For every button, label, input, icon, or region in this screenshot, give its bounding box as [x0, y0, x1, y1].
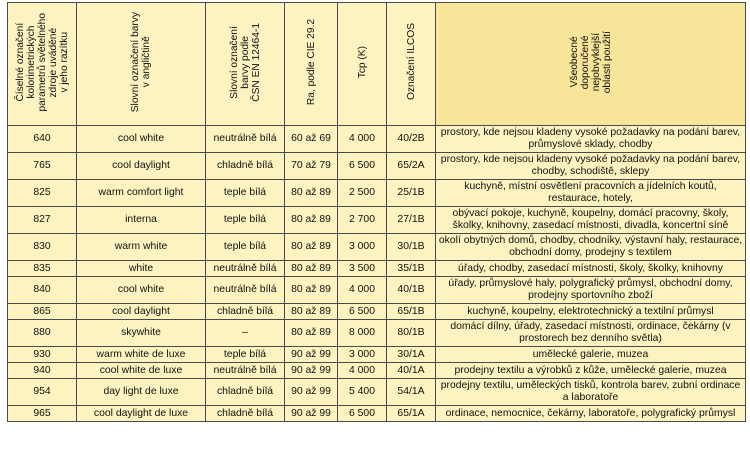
- cell-csn-name: teple bílá: [206, 234, 285, 261]
- table-row: [8, 347, 746, 363]
- table-row: [8, 207, 746, 234]
- cell-csn-name: chladně bílá: [206, 406, 285, 422]
- cell-csn-name: teple bílá: [206, 207, 285, 234]
- cell-usage: kuchyně, koupelny, elektrotechnický a textilní průmysl: [436, 304, 746, 320]
- cell-english-name: cool daylight: [77, 153, 206, 180]
- cell-ilcos: 27/1B: [387, 207, 436, 234]
- cell-ra: 80 až 89: [285, 180, 338, 207]
- cell-ilcos: 30/1B: [387, 234, 436, 261]
- header-english-name: Slovní označení barvy v angličtině: [77, 3, 206, 126]
- cell-ra: 80 až 89: [285, 320, 338, 347]
- cell-csn-name: –: [206, 320, 285, 347]
- cell-ilcos: 35/1B: [387, 261, 436, 277]
- cell-code: 840: [8, 277, 77, 304]
- header-usage: Všeobecné doporučené nejobvyklejší oblasti použití: [436, 3, 746, 126]
- cell-code: 640: [8, 126, 77, 153]
- cell-ilcos: 54/1A: [387, 379, 436, 406]
- table-row: [8, 406, 746, 422]
- cell-tcp: 3 000: [338, 347, 387, 363]
- cell-ra: 90 až 99: [285, 379, 338, 406]
- cell-code: 835: [8, 261, 77, 277]
- cell-english-name: warm white de luxe: [77, 347, 206, 363]
- cell-usage: okolí obytných domů, chodby, chodníky, výstavní haly, restaurace, obchodní domy, prodejny s textilem: [436, 234, 746, 261]
- cell-code: 940: [8, 363, 77, 379]
- table-row: [8, 234, 746, 261]
- table-row: [8, 126, 746, 153]
- cell-csn-name: chladně bílá: [206, 153, 285, 180]
- cell-ilcos: 40/1B: [387, 277, 436, 304]
- table-body: [8, 126, 746, 422]
- cell-ra: 60 až 69: [285, 126, 338, 153]
- cell-english-name: day light de luxe: [77, 379, 206, 406]
- cell-ra: 80 až 89: [285, 304, 338, 320]
- cell-csn-name: teple bílá: [206, 180, 285, 207]
- cell-ilcos: 65/1A: [387, 406, 436, 422]
- cell-ilcos: 30/1A: [387, 347, 436, 363]
- cell-code: 827: [8, 207, 77, 234]
- cell-ra: 80 až 89: [285, 234, 338, 261]
- header-row: [8, 3, 746, 126]
- cell-english-name: warm comfort light: [77, 180, 206, 207]
- cell-ra: 90 až 99: [285, 347, 338, 363]
- cell-usage: domácí dílny, úřady, zasedací místnosti, ordinace, čekárny (v prostorech bez denního světla): [436, 320, 746, 347]
- cell-code: 965: [8, 406, 77, 422]
- cell-tcp: 5 400: [338, 379, 387, 406]
- cell-english-name: warm white: [77, 234, 206, 261]
- cell-usage: prostory, kde nejsou kladeny vysoké požadavky na podání barev, chodby, schodiště, sklepy: [436, 153, 746, 180]
- cell-tcp: 4 000: [338, 363, 387, 379]
- cell-english-name: cool daylight: [77, 304, 206, 320]
- cell-usage: obývací pokoje, kuchyně, koupelny, domácí pracovny, školy, školky, knihovny, zasedací místnosti, divadla, koncertní síně: [436, 207, 746, 234]
- header-code: Číselné označení kolorimetrických parametrů světelného zdroje uváděné v jeho razítku: [8, 3, 77, 126]
- cell-english-name: cool white de luxe: [77, 363, 206, 379]
- table-row: [8, 277, 746, 304]
- table-row: [8, 320, 746, 347]
- cell-code: 865: [8, 304, 77, 320]
- cell-csn-name: neutrálně bílá: [206, 277, 285, 304]
- cell-tcp: 6 500: [338, 406, 387, 422]
- cell-usage: prodejny textilu a výrobků z kůže, umělecké galerie, muzea: [436, 363, 746, 379]
- cell-ra: 80 až 89: [285, 207, 338, 234]
- cell-code: 830: [8, 234, 77, 261]
- table-row: [8, 304, 746, 320]
- cell-tcp: 6 500: [338, 304, 387, 320]
- cell-tcp: 4 000: [338, 277, 387, 304]
- cell-csn-name: neutrálně bílá: [206, 363, 285, 379]
- cell-tcp: 3 000: [338, 234, 387, 261]
- cell-ilcos: 40/1A: [387, 363, 436, 379]
- cell-csn-name: neutrálně bílá: [206, 261, 285, 277]
- cell-tcp: 4 000: [338, 126, 387, 153]
- cell-code: 954: [8, 379, 77, 406]
- table-row: [8, 379, 746, 406]
- cell-tcp: 6 500: [338, 153, 387, 180]
- table-row: [8, 363, 746, 379]
- cell-tcp: 3 500: [338, 261, 387, 277]
- cell-english-name: cool daylight de luxe: [77, 406, 206, 422]
- cell-ra: 80 až 89: [285, 261, 338, 277]
- cell-tcp: 8 000: [338, 320, 387, 347]
- cell-usage: prostory, kde nejsou kladeny vysoké požadavky na podání barev, průmyslové sklady, chodby: [436, 126, 746, 153]
- cell-usage: ordinace, nemocnice, čekárny, laboratoře, polygrafický průmysl: [436, 406, 746, 422]
- cell-english-name: skywhite: [77, 320, 206, 347]
- cell-ilcos: 80/1B: [387, 320, 436, 347]
- cell-usage: úřady, průmyslové haly, polygrafický průmysl, obchodní domy, prodejny sportovního zboží: [436, 277, 746, 304]
- cell-csn-name: neutrálně bílá: [206, 126, 285, 153]
- header-ilcos: Označení ILCOS: [387, 3, 436, 126]
- cell-ra: 70 až 79: [285, 153, 338, 180]
- cell-ra: 90 až 99: [285, 363, 338, 379]
- table-row: [8, 153, 746, 180]
- cell-csn-name: chladně bílá: [206, 304, 285, 320]
- header-csn-name: Slovní označení barvy podle ČSN EN 12464-1: [206, 3, 285, 126]
- header-ra: Ra, podle CIE 29.2: [285, 3, 338, 126]
- cell-usage: prodejny textilu, uměleckých tisků, kontrola barev, zubní ordinace a laboratoře: [436, 379, 746, 406]
- cell-tcp: 2 500: [338, 180, 387, 207]
- cell-usage: kuchyně, místní osvětlení pracovních a jídelních koutů, restaurace, hotely,: [436, 180, 746, 207]
- light-source-table: [7, 2, 746, 422]
- cell-english-name: interna: [77, 207, 206, 234]
- cell-code: 880: [8, 320, 77, 347]
- cell-tcp: 2 700: [338, 207, 387, 234]
- cell-english-name: cool white: [77, 126, 206, 153]
- cell-csn-name: teple bílá: [206, 347, 285, 363]
- cell-ilcos: 40/2B: [387, 126, 436, 153]
- cell-ilcos: 65/2A: [387, 153, 436, 180]
- cell-ra: 80 až 89: [285, 277, 338, 304]
- cell-code: 765: [8, 153, 77, 180]
- cell-usage: úřady, chodby, zasedací místnosti, školy, školky, knihovny: [436, 261, 746, 277]
- cell-code: 930: [8, 347, 77, 363]
- cell-csn-name: chladně bílá: [206, 379, 285, 406]
- cell-ra: 90 až 99: [285, 406, 338, 422]
- cell-english-name: cool white: [77, 277, 206, 304]
- cell-english-name: white: [77, 261, 206, 277]
- cell-ilcos: 25/1B: [387, 180, 436, 207]
- header-tcp: Tcp (K): [338, 3, 387, 126]
- table-row: [8, 261, 746, 277]
- cell-usage: umělecké galerie, muzea: [436, 347, 746, 363]
- cell-code: 825: [8, 180, 77, 207]
- table-row: [8, 180, 746, 207]
- cell-ilcos: 65/1B: [387, 304, 436, 320]
